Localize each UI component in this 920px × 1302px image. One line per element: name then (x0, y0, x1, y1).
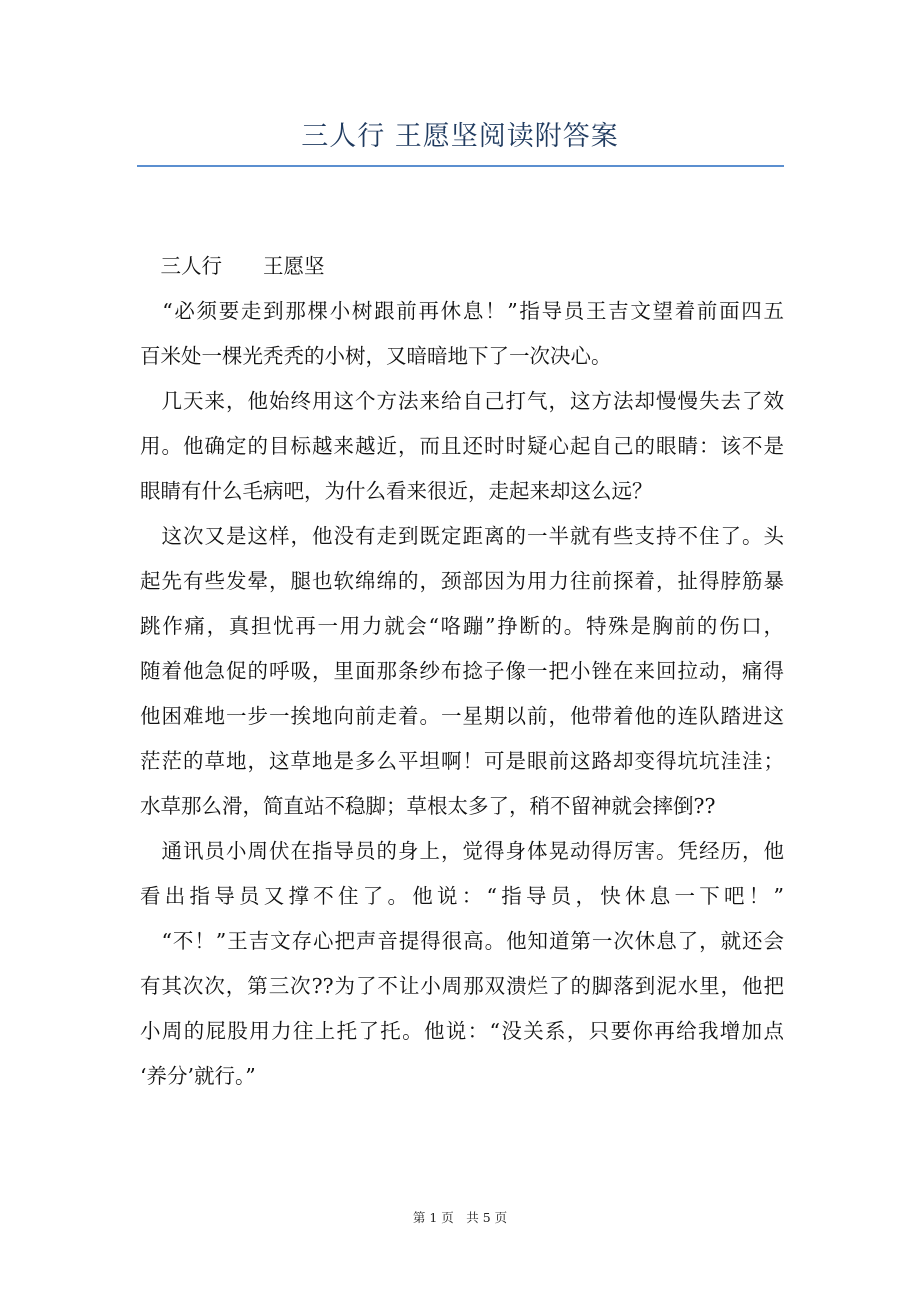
document-body (140, 248, 784, 1103)
text-line: 百米处一棵光秃秃的小树，又暗暗地下了一次决心。 (140, 344, 612, 368)
document-title: 三人行 王愿坚阅读附答案 (301, 121, 619, 152)
text-line: 茫茫的草地，这草地是多么平坦啊！可是眼前这路却变得坑坑洼洼； (140, 749, 784, 773)
text-line: 小周的屁股用力往上托了托。他说：“没关系，只要你再给我增加点 (140, 1019, 784, 1043)
text-line: 跳作痛，真担忧再一用力就会“咯蹦”挣断的。特殊是胸前的伤口， (140, 614, 784, 638)
text-line: 他困难地一步一挨地向前走着。一星期以前，他带着他的连队踏进这 (140, 704, 784, 728)
page-footer: 第 1 页 共 5 页 (412, 1210, 508, 1225)
text-line: 看出指导员又撑不住了。他说：“指导员，快休息一下吧！” (140, 884, 784, 908)
text-line: 起先有些发晕，腿也软绵绵的，颈部因为用力往前探着，扯得脖筋暴 (140, 569, 784, 593)
text-line: 三人行 王愿坚 (140, 254, 325, 278)
title-divider (137, 165, 784, 167)
text-line: 有其次次，第三次??为了不让小周那双溃烂了的脚落到泥水里，他把 (140, 974, 784, 998)
text-line: 用。他确定的目标越来越近，而且还时时疑心起自己的眼睛：该不是 (140, 434, 784, 458)
text-line: 通讯员小周伏在指导员的身上，觉得身体晃动得厉害。凭经历，他 (140, 839, 784, 863)
text-line: “必须要走到那棵小树跟前再休息！”指导员王吉文望着前面四五 (140, 299, 784, 323)
text-line: ‘养分’就行。” (140, 1064, 256, 1088)
text-line: 水草那么滑，简直站不稳脚；草根太多了，稍不留神就会摔倒?? (140, 794, 716, 818)
text-line: 眼睛有什么毛病吧，为什么看来很近，走起来却这么远？ (140, 479, 653, 503)
text-line: “不！”王吉文存心把声音提得很高。他知道第一次休息了，就还会 (140, 929, 784, 953)
text-line: 随着他急促的呼吸，里面那条纱布捻子像一把小锉在来回拉动，痛得 (140, 659, 784, 683)
text-line: 这次又是这样，他没有走到既定距离的一半就有些支持不住了。头 (140, 524, 784, 548)
text-line: 几天来，他始终用这个方法来给自己打气，这方法却慢慢失去了效 (140, 389, 784, 413)
